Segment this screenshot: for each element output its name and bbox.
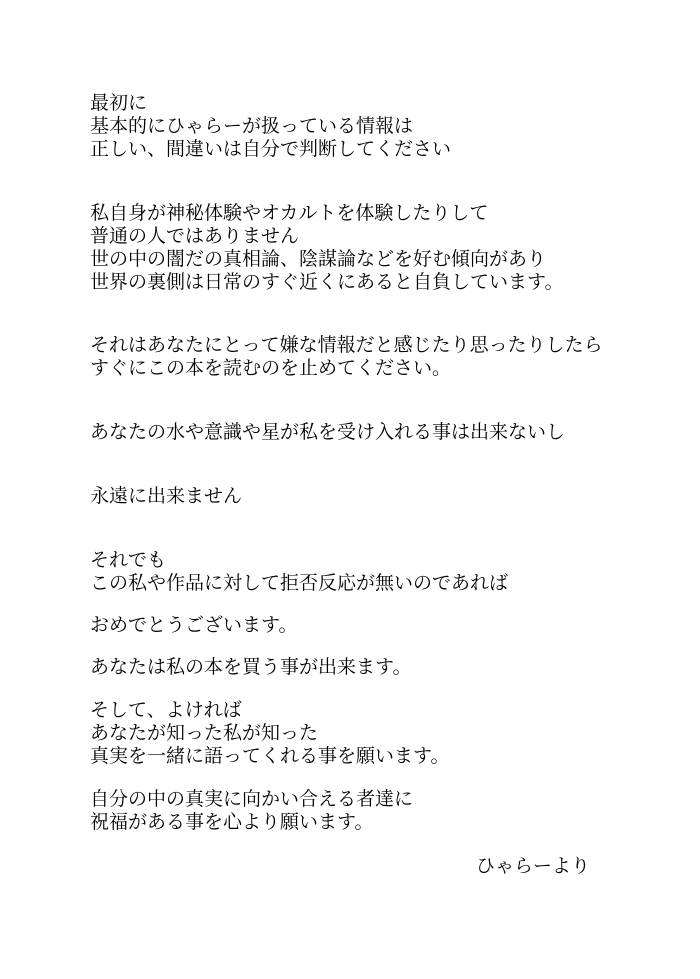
text-line: それでも <box>90 549 167 571</box>
text-line: 普通の人ではありません <box>90 225 300 247</box>
text-line: あなたが知った私が知った <box>90 722 319 744</box>
text-line: それはあなたにとって嫌な情報だと感じたり思ったりしたら <box>90 334 603 356</box>
text-line: あなたは私の本を買う事が出来ます。 <box>90 656 412 678</box>
text-line: 最初に <box>90 92 148 114</box>
text-line: 基本的にひゃらーが扱っている情報は <box>90 115 414 137</box>
text-line: そして、よければ <box>90 699 242 721</box>
text-line: 祝福がある事を心より願います。 <box>90 811 374 833</box>
text-line: 私自身が神秘体験やオカルトを体験したりして <box>90 202 489 224</box>
text-line: 永遠に出来ません <box>90 485 243 507</box>
text-line: 世界の裏側は日常のすぐ近くにあると自負しています。 <box>90 271 564 293</box>
text-line: 世の中の闇だの真相論、陰謀論などを好む傾向があり <box>90 248 547 270</box>
text-line: この私や作品に対して拒否反応が無いのであれば <box>90 572 509 594</box>
text-line: すぐにこの本を読むのを止めてください。 <box>90 357 452 379</box>
text-line: 正しい、間違いは自分で判断してください <box>90 138 452 160</box>
text-line: おめでとうございます。 <box>90 614 298 636</box>
text-line: あなたの水や意識や星が私を受け入れる事は出来ないし <box>90 421 566 443</box>
text-line: 自分の中の真実に向かい合える者達に <box>90 788 414 810</box>
text-line: 真実を一緒に語ってくれる事を願います。 <box>90 745 450 767</box>
signature: ひゃらーより <box>475 855 590 877</box>
